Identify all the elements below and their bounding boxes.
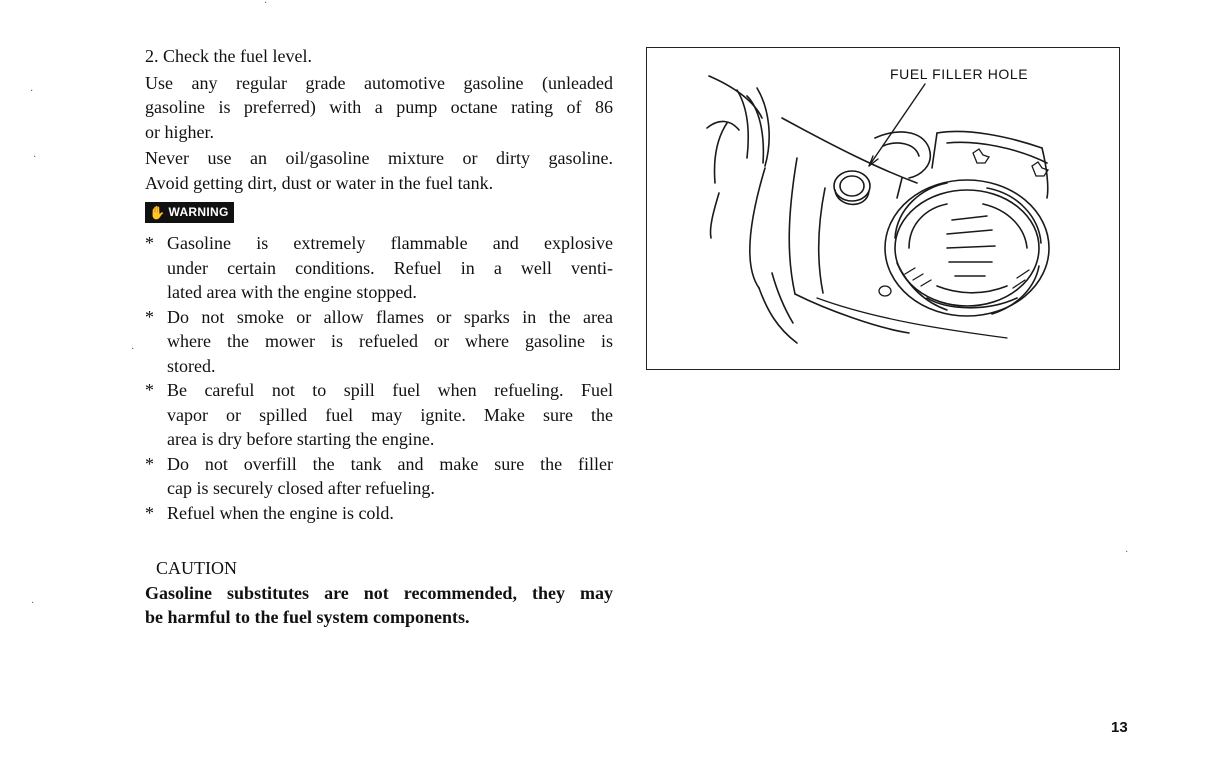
warning-line: where the mower is refueled or where gasoline is	[167, 331, 613, 351]
page-number: 13	[1111, 719, 1128, 736]
bullet-star: *	[145, 380, 154, 400]
warning-list	[145, 231, 613, 525]
warning-line: under certain conditions. Refuel in a well venti-	[167, 257, 613, 278]
warning-line: lated area with the engine stopped.	[167, 282, 417, 302]
scan-speck: ·	[131, 344, 135, 355]
fuel-paragraph-line: gasoline is preferred) with a pump octane rating of 86	[145, 97, 613, 117]
scan-speck: ·	[264, 0, 268, 9]
mixture-paragraph-line: Never use an oil/gasoline mixture or dirty gasoline.	[145, 148, 613, 168]
warning-line: Be careful not to spill fuel when refueling. Fuel	[167, 380, 613, 400]
warning-item	[145, 305, 613, 379]
bullet-star: *	[145, 306, 154, 327]
caution-line: be harmful to the fuel system components.	[145, 607, 470, 627]
scan-speck: ·	[1125, 547, 1129, 558]
warning-badge-label: WARNING	[168, 205, 229, 220]
fuel-filler-illustration	[646, 47, 1120, 370]
warning-badge	[145, 202, 234, 223]
bullet-star: *	[145, 502, 154, 523]
scan-speck: ·	[33, 152, 37, 163]
fuel-paragraph-line: or higher.	[145, 121, 214, 142]
mixture-paragraph-line: Avoid getting dirt, dust or water in the fuel tank.	[145, 172, 494, 193]
bullet-star: *	[145, 453, 154, 474]
warning-line: stored.	[167, 355, 216, 376]
bullet-star: *	[145, 233, 154, 253]
warning-item	[145, 231, 613, 305]
warning-line: Do not smoke or allow flames or sparks in the area	[167, 306, 613, 327]
mower-engine-drawing	[647, 48, 1119, 369]
caution-text	[145, 581, 613, 630]
scan-speck: ·	[31, 598, 35, 609]
warning-line: Do not overfill the tank and make sure the filler	[167, 453, 613, 474]
fuel-paragraph-line: Use any regular grade automotive gasoline (unleaded	[145, 72, 613, 93]
fuel-filler-hole-label: FUEL FILLER HOLE	[890, 66, 1029, 82]
instructions-column	[145, 44, 613, 630]
warning-item	[145, 501, 613, 526]
warning-line: Gasoline is extremely flammable and explosive	[167, 233, 613, 253]
warning-line: Refuel when the engine is cold.	[167, 502, 394, 523]
scan-speck: ·	[30, 86, 34, 97]
mixture-paragraph	[145, 146, 613, 195]
warning-item	[145, 378, 613, 452]
caution-heading: CAUTION	[156, 558, 237, 578]
warning-line: area is dry before starting the engine.	[167, 429, 435, 449]
caution-line: Gasoline substitutes are not recommended, they may	[145, 582, 613, 603]
hand-warning-icon: ✋	[149, 205, 166, 220]
warning-line: cap is securely closed after refueling.	[167, 478, 435, 498]
warning-item	[145, 452, 613, 501]
fuel-paragraph	[145, 71, 613, 145]
warning-line: vapor or spilled fuel may ignite. Make sure the	[167, 404, 613, 425]
step-heading: 2. Check the fuel level.	[145, 46, 312, 66]
